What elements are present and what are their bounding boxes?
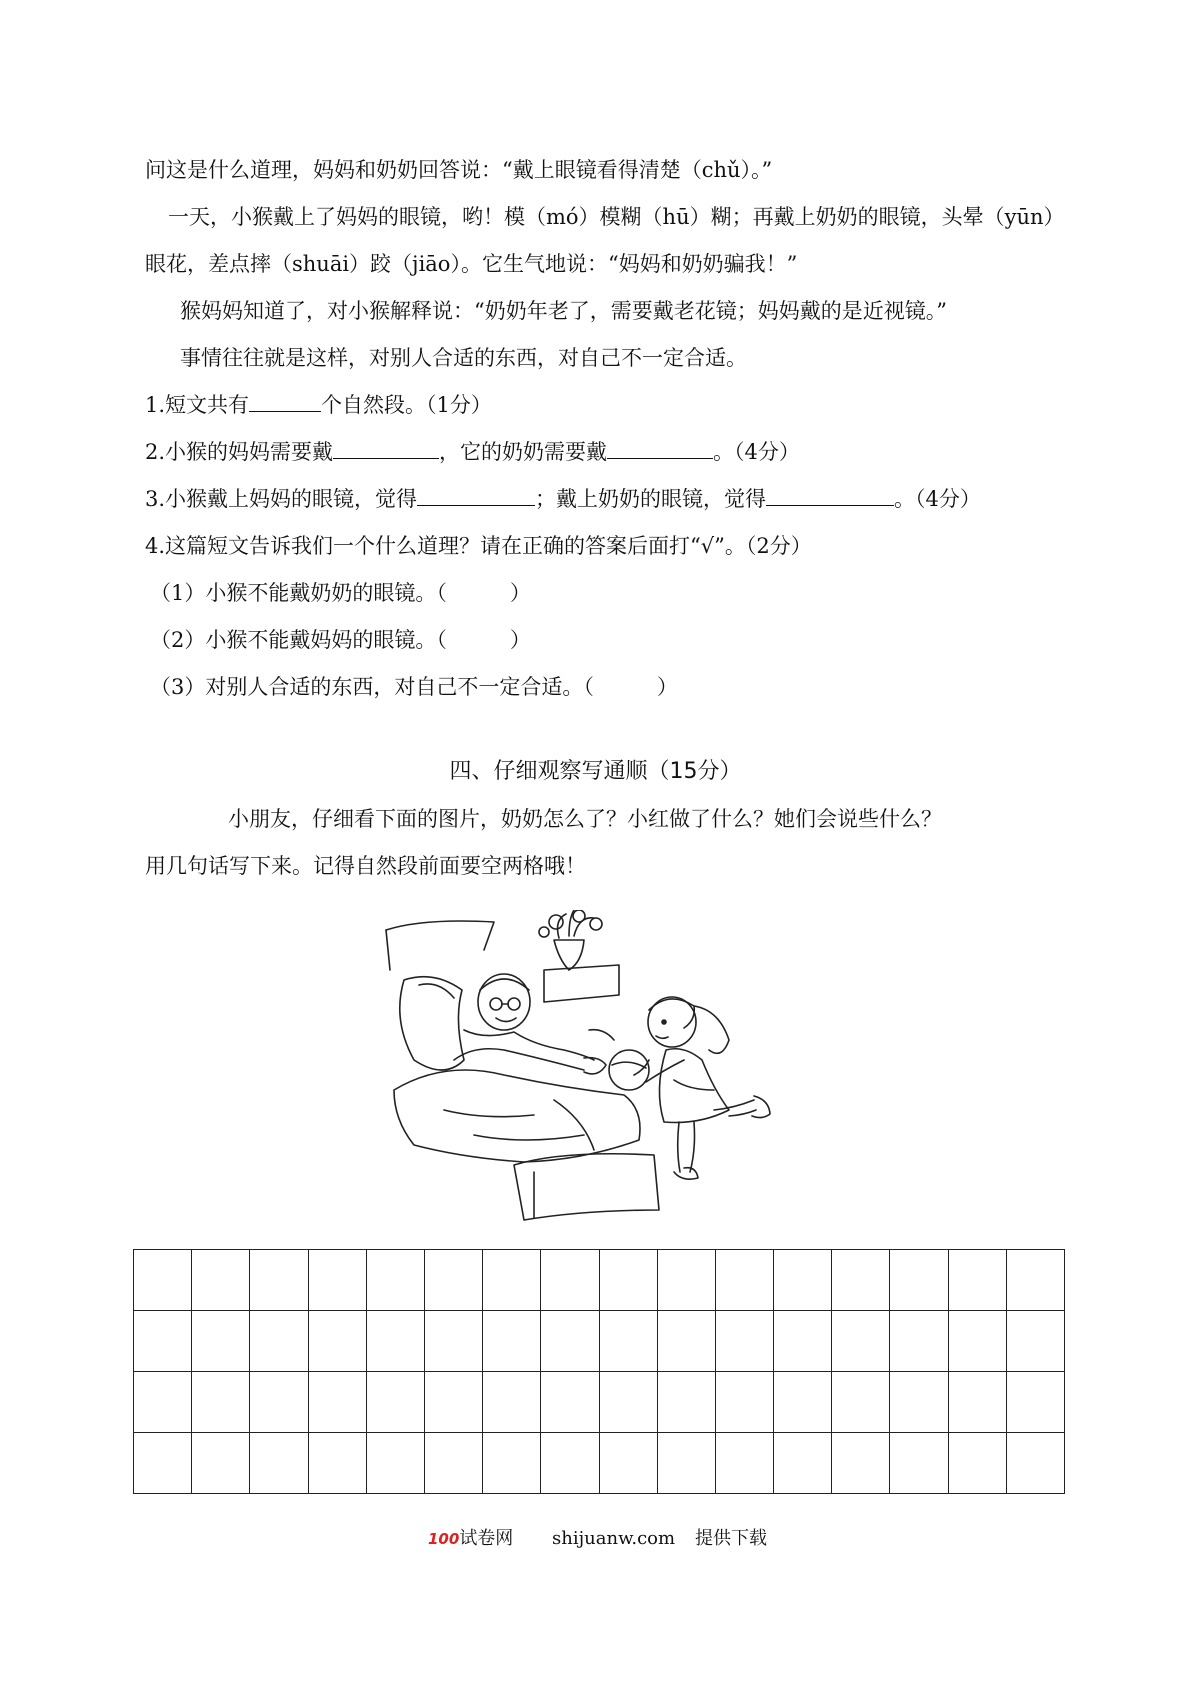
grid-cell[interactable] (308, 1433, 366, 1494)
grid-cell[interactable] (890, 1372, 948, 1433)
grid-cell[interactable] (599, 1433, 657, 1494)
grid-cell[interactable] (424, 1372, 482, 1433)
grid-cell[interactable] (308, 1372, 366, 1433)
grid-cell[interactable] (774, 1311, 832, 1372)
option-2[interactable]: （2）小猴不能戴妈妈的眼镜。（ ） (150, 628, 531, 652)
grid-cell[interactable] (541, 1250, 599, 1311)
answer-blank[interactable] (607, 438, 713, 459)
brand-name: 试卷网 (459, 1528, 514, 1549)
grid-cell[interactable] (250, 1433, 308, 1494)
grid-cell[interactable] (1006, 1250, 1064, 1311)
grid-cell[interactable] (366, 1250, 424, 1311)
grid-cell[interactable] (599, 1250, 657, 1311)
grid-row (134, 1433, 1065, 1494)
footer-brand (428, 1527, 513, 1551)
story-line-1: 问这是什么道理，妈妈和奶奶回答说：“戴上眼镜看得清楚（chǔ）。” (145, 158, 773, 182)
grid-cell[interactable] (1006, 1372, 1064, 1433)
grandma-and-girl-illustration (384, 910, 814, 1230)
section-4-prompt-line-2: 用几句话写下来。记得自然段前面要空两格哦！ (145, 854, 586, 878)
footer-note: 提供下载 (695, 1528, 767, 1549)
grid-cell[interactable] (890, 1311, 948, 1372)
grid-row (134, 1250, 1065, 1311)
grid-row (134, 1311, 1065, 1372)
answer-blank[interactable] (249, 391, 321, 412)
grid-cell[interactable] (308, 1311, 366, 1372)
grid-cell[interactable] (483, 1372, 541, 1433)
grid-cell[interactable] (192, 1433, 250, 1494)
question-3-text: 3.小猴戴上妈妈的眼镜，觉得 (145, 487, 418, 511)
grid-cell[interactable] (192, 1250, 250, 1311)
grid-cell[interactable] (250, 1372, 308, 1433)
grid-cell[interactable] (192, 1311, 250, 1372)
grid-cell[interactable] (715, 1311, 773, 1372)
question-2 (145, 438, 800, 466)
grid-cell[interactable] (1006, 1311, 1064, 1372)
answer-blank[interactable] (417, 485, 535, 506)
grid-cell[interactable] (424, 1311, 482, 1372)
grid-cell[interactable] (366, 1311, 424, 1372)
grid-cell[interactable] (657, 1372, 715, 1433)
question-3-score: 。（4分） (894, 487, 981, 511)
grid-cell[interactable] (192, 1372, 250, 1433)
grid-cell[interactable] (948, 1311, 1006, 1372)
grid-row (134, 1372, 1065, 1433)
grid-cell[interactable] (832, 1250, 890, 1311)
question-2-score: 。（4分） (713, 440, 800, 464)
question-1-score: 个自然段。（1分） (321, 393, 492, 417)
grid-cell[interactable] (308, 1250, 366, 1311)
grid-cell[interactable] (134, 1250, 192, 1311)
grid-cell[interactable] (657, 1311, 715, 1372)
question-3-text-b: ；戴上奶奶的眼镜，觉得 (535, 487, 767, 511)
grid-cell[interactable] (715, 1250, 773, 1311)
answer-blank[interactable] (766, 485, 894, 506)
grid-cell[interactable] (424, 1433, 482, 1494)
grid-cell[interactable] (890, 1250, 948, 1311)
grid-cell[interactable] (774, 1250, 832, 1311)
story-line-2: 一天，小猴戴上了妈妈的眼镜，哟！模（mó）模糊（hū）糊；再戴上奶奶的眼镜，头晕（yūn） (168, 205, 1065, 229)
grid-cell[interactable] (832, 1433, 890, 1494)
grid-cell[interactable] (948, 1372, 1006, 1433)
question-2-text-b: ，它的奶奶需要戴 (439, 440, 608, 464)
answer-blank[interactable] (333, 438, 439, 459)
grid-cell[interactable] (832, 1372, 890, 1433)
question-1 (145, 391, 492, 419)
grid-cell[interactable] (599, 1372, 657, 1433)
grid-cell[interactable] (483, 1250, 541, 1311)
grid-cell[interactable] (541, 1372, 599, 1433)
grid-cell[interactable] (715, 1433, 773, 1494)
question-4: 4.这篇短文告诉我们一个什么道理？请在正确的答案后面打“√”。（2分） (145, 534, 812, 558)
grid-cell[interactable] (134, 1372, 192, 1433)
brand-logo: 100 (428, 1530, 460, 1548)
grid-cell[interactable] (657, 1250, 715, 1311)
grid-cell[interactable] (366, 1433, 424, 1494)
grid-cell[interactable] (541, 1311, 599, 1372)
grid-cell[interactable] (1006, 1433, 1064, 1494)
question-1-text: 1.短文共有 (145, 393, 250, 417)
grid-cell[interactable] (774, 1433, 832, 1494)
story-line-3: 眼花，差点摔（shuāi）跤（jiāo）。它生气地说：“妈妈和奶奶骗我！” (145, 252, 798, 276)
grid-cell[interactable] (948, 1433, 1006, 1494)
grid-cell[interactable] (774, 1372, 832, 1433)
grid-cell[interactable] (599, 1311, 657, 1372)
question-3 (145, 485, 981, 513)
grid-cell[interactable] (134, 1433, 192, 1494)
grid-cell[interactable] (657, 1433, 715, 1494)
section-4-prompt-line-1: 小朋友，仔细看下面的图片，奶奶怎么了？小红做了什么？她们会说些什么？ (228, 807, 942, 831)
option-3[interactable]: （3）对别人合适的东西，对自己不一定合适。（ ） (150, 675, 678, 699)
grid-cell[interactable] (483, 1311, 541, 1372)
grid-cell[interactable] (250, 1250, 308, 1311)
footer-url[interactable]: shijuanw.com (552, 1528, 676, 1549)
grid-cell[interactable] (366, 1372, 424, 1433)
grid-cell[interactable] (541, 1433, 599, 1494)
grid-cell[interactable] (134, 1311, 192, 1372)
question-2-text: 2.小猴的妈妈需要戴 (145, 440, 334, 464)
writing-grid[interactable] (133, 1249, 1065, 1494)
story-line-4: 猴妈妈知道了，对小猴解释说：“奶奶年老了，需要戴老花镜；妈妈戴的是近视镜。” (180, 299, 947, 323)
grid-cell[interactable] (250, 1311, 308, 1372)
grid-cell[interactable] (832, 1311, 890, 1372)
section-4-title: 四、仔细观察写通顺（15分） (449, 759, 742, 784)
story-line-5: 事情往往就是这样，对别人合适的东西，对自己不一定合适。 (180, 346, 747, 370)
grid-cell[interactable] (715, 1372, 773, 1433)
grid-cell[interactable] (424, 1250, 482, 1311)
grid-cell[interactable] (948, 1250, 1006, 1311)
option-1[interactable]: （1）小猴不能戴奶奶的眼镜。（ ） (150, 581, 531, 605)
grid-cell[interactable] (890, 1433, 948, 1494)
grid-cell[interactable] (483, 1433, 541, 1494)
